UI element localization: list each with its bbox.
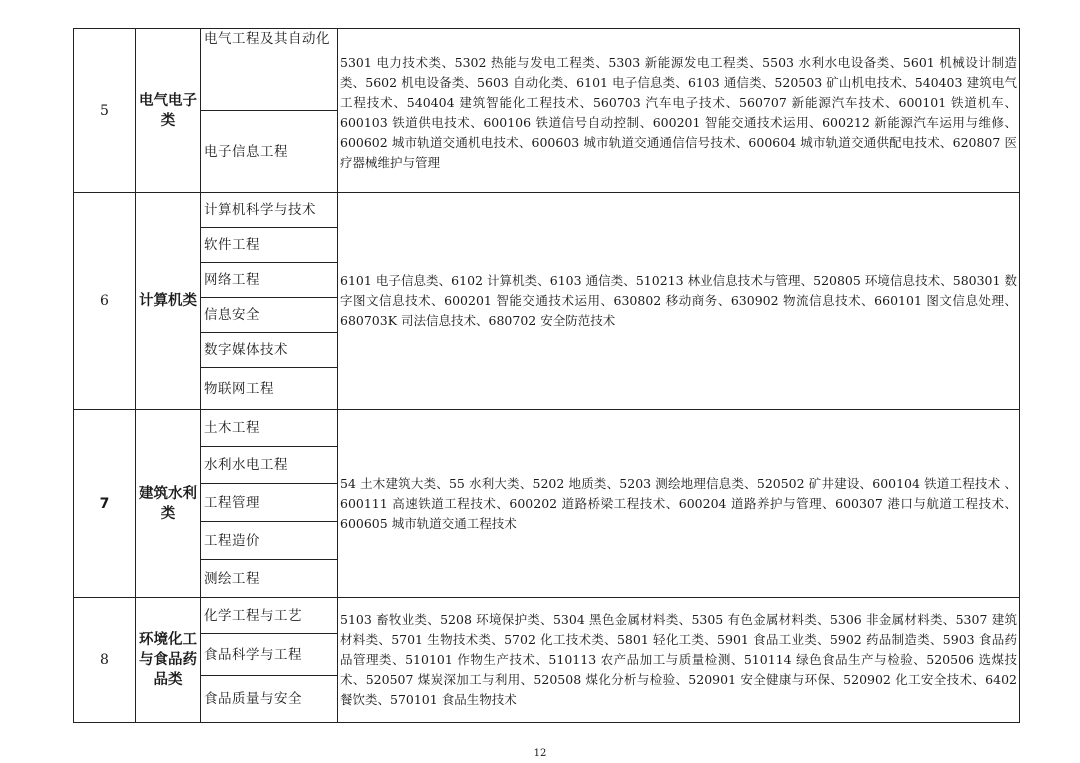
table-row — [74, 410, 1020, 447]
page-number: 12 — [533, 748, 547, 759]
major-name: 土木工程 — [201, 410, 338, 447]
row-number: 8 — [74, 598, 136, 723]
table-row — [74, 193, 1020, 228]
row-number: 6 — [74, 193, 136, 410]
major-name: 数字媒体技术 — [201, 333, 338, 368]
program-codes: 5103 畜牧业类、5208 环境保护类、5304 黑色金属材料类、5305 有色金属材料类、5306 非金属材料类、5307 建筑材料类、5701 生物技术类、5702 化工技术类、5801 轻化工类、5901 食品工业类、5902 药品制造类、5903 食品药品管理类、510101 作物生产技术、510113 农产品加工与质量检测、510114 绿色食品生产与检验、520506 选煤技术、520507 煤炭深加工与利用、520508 煤化分析与检验、520901 安全健康与环保、520902 化工安全技术、6402 餐饮类、570101 食品生物技术 — [338, 598, 1020, 723]
category-name: 计算机类 — [136, 193, 201, 410]
major-name: 电气工程及其自动化 — [201, 29, 338, 111]
major-name: 信息安全 — [201, 298, 338, 333]
major-name: 测绘工程 — [201, 560, 338, 598]
major-name: 化学工程与工艺 — [201, 598, 338, 634]
program-codes: 5301 电力技术类、5302 热能与发电工程类、5303 新能源发电工程类、5503 水利水电设备类、5601 机械设计制造类、5602 机电设备类、5603 自动化类、6101 电子信息类、6103 通信类、520503 矿山机电技术、540403 建筑电气工程技术、540404 建筑智能化工程技术、560703 汽车电子技术、560707 新能源汽车技术、600101 铁道机车、600103 铁道供电技术、600106 铁道信号自动控制、600201 智能交通技术运用、600212 新能源汽车运用与维修、600602 城市轨道交通机电技术、600603 城市轨道交通通信信号技术、600604 城市轨道交通供配电技术、620807 医疗器械维护与管理 — [338, 29, 1020, 193]
category-label: 建筑水利类 — [139, 485, 197, 522]
table-row — [74, 598, 1020, 634]
major-name: 工程造价 — [201, 522, 338, 560]
category-name — [136, 410, 201, 598]
program-codes: 54 土木建筑大类、55 水利大类、5202 地质类、5203 测绘地理信息类、520502 矿井建设、600104 铁道工程技术 、600111 高速铁道工程技术、600202 道路桥梁工程技术、600204 道路养护与管理、600307 港口与航道工程技术、600605 城市轨道交通工程技术 — [338, 410, 1020, 598]
major-name: 网络工程 — [201, 263, 338, 298]
row-number: 7 — [74, 410, 136, 598]
category-label: 环境化工与食品药品类 — [139, 632, 197, 688]
category-label: 电气电子类 — [139, 92, 197, 129]
category-name — [136, 598, 201, 723]
category-name — [136, 29, 201, 193]
major-name: 食品质量与安全 — [201, 676, 338, 723]
major-name: 电子信息工程 — [201, 111, 338, 193]
table-row — [74, 29, 1020, 111]
major-name: 软件工程 — [201, 228, 338, 263]
major-name: 计算机科学与技术 — [201, 193, 338, 228]
program-codes: 6101 电子信息类、6102 计算机类、6103 通信类、510213 林业信息技术与管理、520805 环境信息技术、580301 数字图文信息技术、600201 智能交通技术运用、630802 移动商务、630902 物流信息技术、660101 图文信息处理、680703K 司法信息技术、680702 安全防范技术 — [338, 193, 1020, 410]
major-name: 物联网工程 — [201, 368, 338, 410]
major-name: 工程管理 — [201, 484, 338, 522]
specialty-catalog-table — [73, 28, 1020, 723]
major-name: 食品科学与工程 — [201, 634, 338, 676]
row-number: 5 — [74, 29, 136, 193]
major-name: 水利水电工程 — [201, 447, 338, 484]
